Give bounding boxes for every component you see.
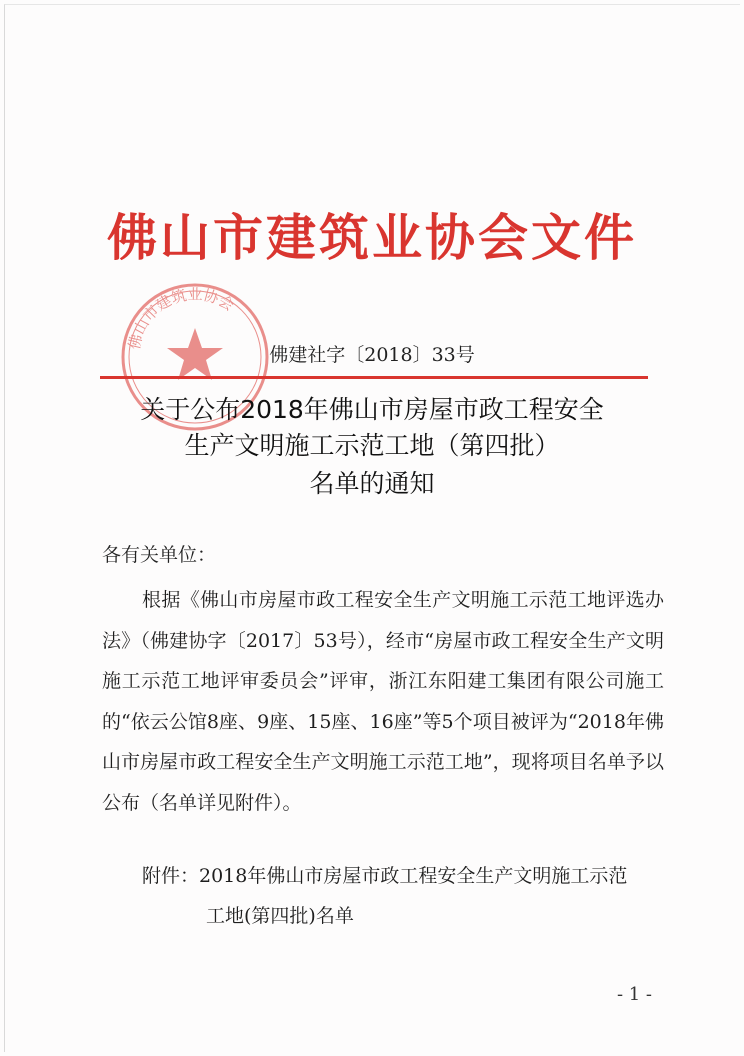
notice-title-line-3: 名单的通知 (309, 469, 435, 498)
notice-title-line-2: 生产文明施工示范工地（第四批） (184, 431, 560, 460)
salutation: 各有关单位： (102, 544, 217, 566)
document-number: 佛建社字〔2018〕33号 (269, 344, 475, 366)
attachment-line-2: 工地(第四批)名单 (206, 905, 354, 927)
attachment-note (142, 856, 662, 936)
header-divider (100, 376, 648, 379)
notice-title-line-1: 关于公布2018年佛山市房屋市政工程安全 (140, 395, 604, 424)
page-number: - 1 - (616, 984, 652, 1005)
body-paragraph: 根据《佛山市房屋市政工程安全生产文明施工示范工地评选办法》（佛建协字〔2017〕53号），经市“房屋市政工程安全生产文明施工示范工地评审委员会”评审，浙江东阳建工集团有限公司施工的“依云公馆8座、9座、15座、16座”等5个项目被评为“2018年佛山市房屋市政工程安全生产文明施工示范工地”，现将项目名单予以公布（名单详见附件）。 (102, 589, 664, 814)
document-header: 佛山市建筑业协会文件 (107, 208, 637, 267)
attachment-line-1: 附件：2018年佛山市房屋市政工程安全生产文明施工示范 (142, 865, 628, 887)
seal-text: 佛山市建筑业协会 (125, 285, 238, 352)
